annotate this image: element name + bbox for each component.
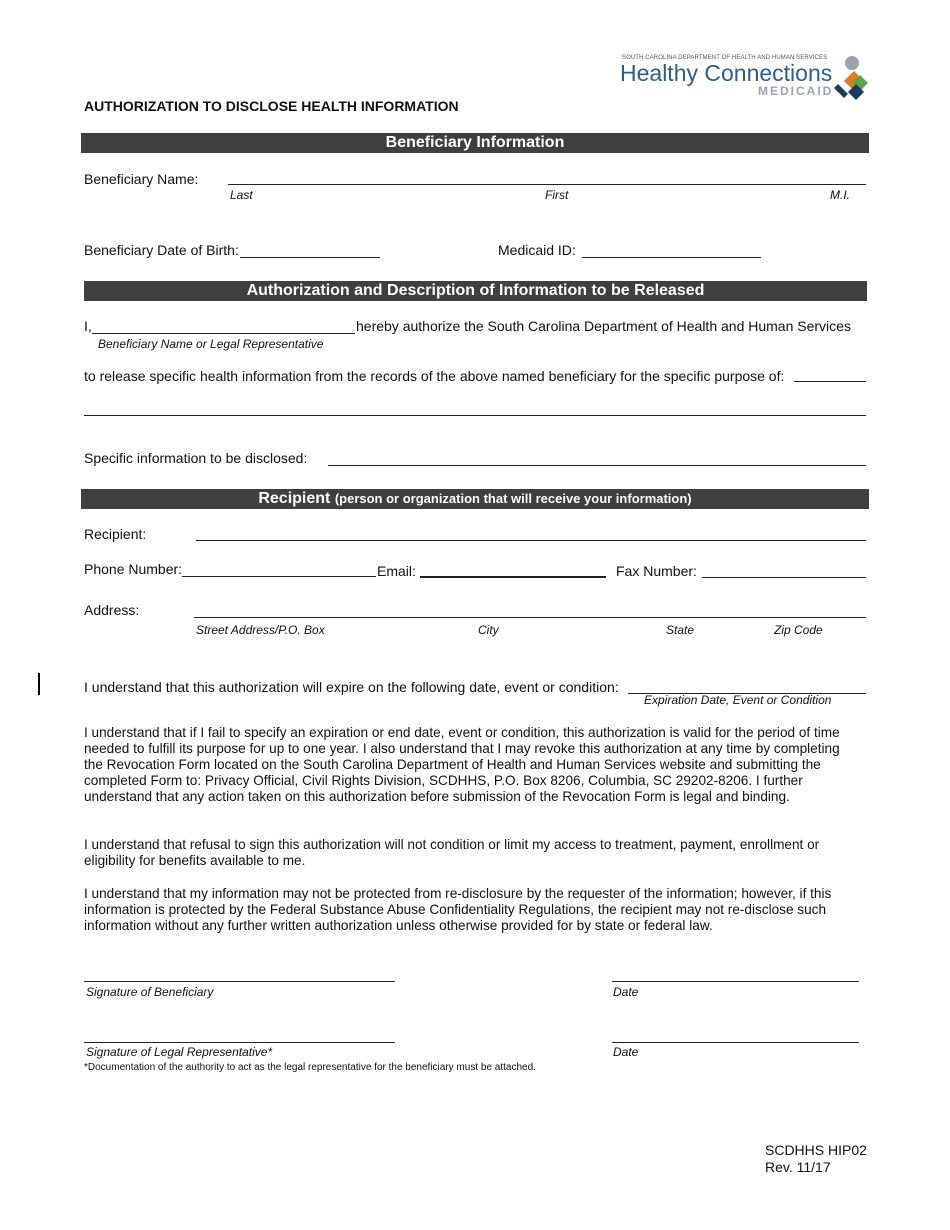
form-title: AUTHORIZATION TO DISCLOSE HEALTH INFORMATION xyxy=(84,98,459,114)
specific-info-field[interactable] xyxy=(328,465,866,466)
authorize-i-label: I, xyxy=(84,318,92,334)
phone-field[interactable] xyxy=(182,576,376,577)
state-caption: State xyxy=(666,623,695,637)
legal-rep-date-field[interactable] xyxy=(612,1042,859,1043)
logo-sub: MEDICAID xyxy=(758,84,834,98)
name-first-caption: First xyxy=(545,188,569,202)
beneficiary-signature-caption: Signature of Beneficiary xyxy=(86,985,214,999)
form-revision: Rev. 11/17 xyxy=(765,1159,831,1175)
name-last-caption: Last xyxy=(230,188,253,202)
city-caption: City xyxy=(478,623,499,637)
recipient-header xyxy=(81,489,869,509)
phone-label: Phone Number: xyxy=(84,561,183,577)
expiration-caption: Expiration Date, Event or Condition xyxy=(644,693,832,707)
legal-rep-signature-caption: Signature of Legal Representative* xyxy=(86,1045,273,1059)
form-code: SCDHHS HIP02 xyxy=(765,1142,867,1158)
name-mi-caption: M.I. xyxy=(830,188,850,202)
fax-field[interactable] xyxy=(702,577,866,578)
address-field[interactable] xyxy=(194,617,866,618)
recipient-field[interactable] xyxy=(196,540,866,541)
medicaid-id-field[interactable] xyxy=(582,257,761,258)
legal-rep-date-caption: Date xyxy=(613,1045,639,1059)
expiration-text: I understand that this authorization will expire on the following date, event or condition: xyxy=(84,679,619,695)
text-cursor xyxy=(38,673,40,695)
recipient-header-main: Recipient xyxy=(258,490,331,507)
zip-caption: Zip Code xyxy=(774,623,823,637)
logo-agency-text: SOUTH CAROLINA DEPARTMENT OF HEALTH AND HUMAN SERVICES xyxy=(622,55,828,61)
medicaid-id-label: Medicaid ID: xyxy=(498,242,576,258)
paragraph-redisclosure: I understand that my information may not be protected from re-disclosure by the requester of the information; however, if this information is protected by the Federal Substance Abuse Confidentiality Regulations, the recipient may not re-disclose such information without any further written authorization unless otherwise provided for by state or federal law. xyxy=(84,886,832,933)
email-label: Email: xyxy=(377,563,416,579)
specific-info-label: Specific information to be disclosed: xyxy=(84,450,308,466)
footnote: *Documentation of the authority to act as the legal representative for the beneficiary must be attached. xyxy=(84,1062,536,1073)
beneficiary-signature-field[interactable] xyxy=(84,981,395,982)
beneficiary-date-caption: Date xyxy=(613,985,639,999)
paragraph-revocation: I understand that if I fail to specify an expiration or end date, event or condition, this authorization is valid for the period of time needed to fulfill its purpose for up to one year. I also understand that I may revoke this authorization at any time by completing the Revocation Form located on the South Carolina Department of Health and Human Services website and submitting the completed Form to: Privacy Official, Civil Rights Division, SCDHHS, P.O. Box 8206, Columbia, SC 29202-8206. I further understand that any action taken on this authorization before submission of the Revocation Form is legal and binding. xyxy=(84,725,840,804)
beneficiary-date-field[interactable] xyxy=(612,981,859,982)
logo-name: Healthy Connections xyxy=(620,60,833,86)
recipient-label: Recipient: xyxy=(84,526,147,542)
purpose-field-continued[interactable] xyxy=(84,415,866,416)
paragraph-refusal: I understand that refusal to sign this authorization will not condition or limit my access to treatment, payment, enrollment or eligibility for benefits available to me. xyxy=(84,837,820,868)
dob-field[interactable] xyxy=(240,257,380,258)
beneficiary-name-field[interactable] xyxy=(228,184,866,185)
dob-label: Beneficiary Date of Birth: xyxy=(84,242,239,258)
address-label: Address: xyxy=(84,602,140,618)
authorizer-name-field[interactable] xyxy=(92,333,355,334)
legal-rep-signature-field[interactable] xyxy=(84,1042,395,1043)
email-field[interactable] xyxy=(420,576,606,578)
authorizer-name-caption: Beneficiary Name or Legal Representative xyxy=(98,337,324,351)
recipient-header-sub: (person or organization that will receive your information) xyxy=(334,491,692,506)
street-caption: Street Address/P.O. Box xyxy=(196,623,325,637)
beneficiary-name-label: Beneficiary Name: xyxy=(84,171,199,187)
release-text: to release specific health information from the records of the above named beneficiary for the specific purpose of: xyxy=(84,368,785,384)
authorization-header: Authorization and Description of Information to be Released xyxy=(84,281,867,301)
fax-label: Fax Number: xyxy=(616,563,697,579)
beneficiary-header: Beneficiary Information xyxy=(81,133,869,153)
logo-mark-icon xyxy=(834,54,870,100)
authorize-text: hereby authorize the South Carolina Department of Health and Human Services xyxy=(356,318,851,334)
purpose-field[interactable] xyxy=(794,381,866,382)
